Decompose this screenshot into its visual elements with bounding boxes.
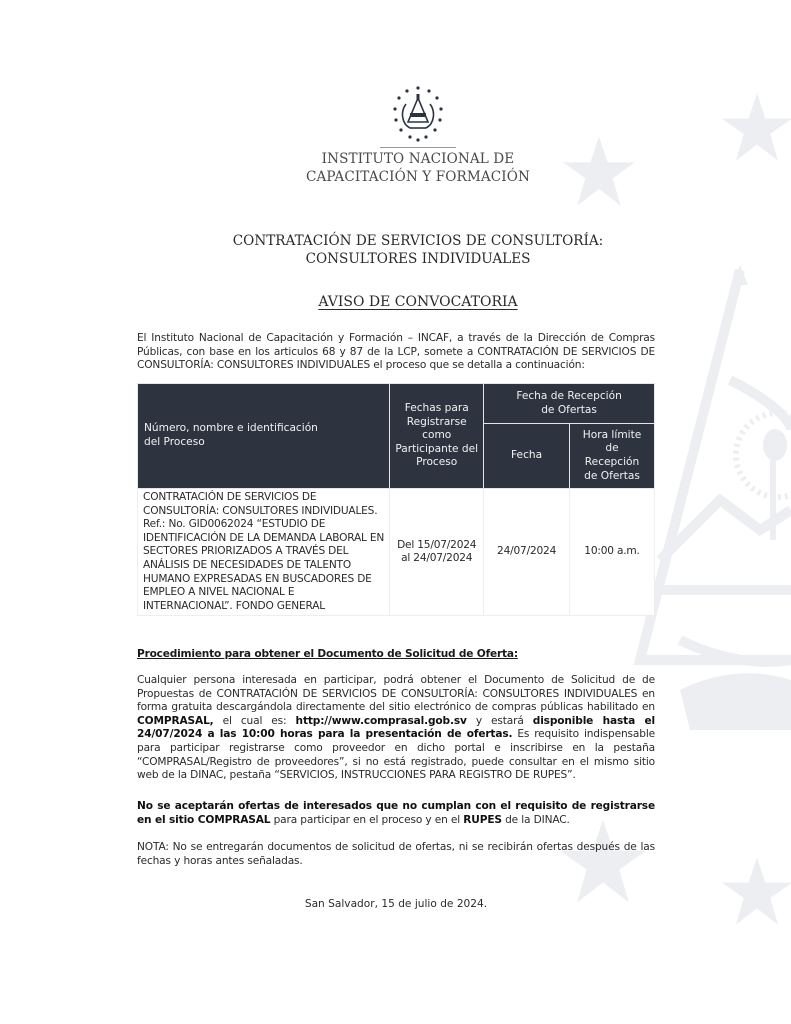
availability-deadline: disponible hasta el 24/07/2024 a las 10:00 horas para la presentación de ofertas. [137,714,655,741]
table-header-row [138,384,655,424]
header-divider [380,147,456,148]
procedure-text: Es requisito indispensable para participar registrarse como proveedor en dicho portal e inscribirse en la pestaña “COMPRASAL/Registro de proveedores”, si no está registrado, puede consultar en el mismo sitio web de la DINAC, pestaña “SERVICIOS, INSTRUCCIONES PARA REGISTRO DE RUPES”. [137,728,655,782]
warning-text: de la DINAC. [501,813,570,826]
procedure-heading: Procedimiento para obtener el Documento de Solicitud de Oferta: [137,648,518,660]
document-title-line1: CONTRATACIÓN DE SERVICIOS DE CONSULTORÍA: [232,233,604,249]
header-reception-group: Fecha de Recepción de Ofertas [484,384,655,424]
rupes-label: RUPES [463,813,502,826]
cell-time: 10:00 a.m. [570,489,655,616]
watermark-star-icon [722,92,791,162]
warning-text: para participar en el proceso y en el [270,813,464,826]
institution-name-line1: INSTITUTO NACIONAL DE [321,151,515,167]
procedure-text: Cualquier persona interesada en participar, podrá obtener el Documento de Solicitud de de Propuestas de CONTRATACIÓN DE SERVICIOS DE CONSULTORÍA: CONSULTORES INDIVIDUALES en forma gratuita descargándola directamente del sitio electrónico de compras públicas habilitado en [137,674,655,714]
header-registration-dates: Fechas para Registrarse como Participante del Proceso [390,384,484,489]
warning-paragraph [137,800,655,827]
intro-paragraph: El Instituto Nacional de Capacitación y Formación – INCAF, a través de la Dirección de Compras Públicas, con base en los articulos 68 y 87 de la LCP, somete a CONTRATACIÓN DE SERVICIOS DE CONSULTORÍA: CONSULTORES INDIVIDUALES el proceso que se detalla a continuación: [137,332,655,372]
cell-registration-dates: Del 15/07/2024 al 24/07/2024 [390,489,484,616]
document-title [190,232,646,268]
table-row [138,489,655,616]
el-salvador-coat-of-arms-icon [380,84,456,150]
header-time-limit: Hora límite de Recepción de Ofertas [570,424,655,489]
document-subtitle: AVISO DE CONVOCATORIA [318,294,518,310]
institution-name-line2: CAPACITACIÓN Y FORMACIÓN [305,169,531,185]
document-title-line2: CONSULTORES INDIVIDUALES [305,251,531,267]
comprasal-label: COMPRASAL, [137,714,214,727]
note-paragraph: NOTA: No se entregarán documentos de solicitud de ofertas, ni se recibirán ofertas después de las fechas y horas antes señaladas. [137,841,655,867]
cell-date: 24/07/2024 [484,489,570,616]
watermark-star-icon [722,856,791,926]
process-table [137,383,655,616]
warning-bold-text: No se aceptarán ofertas de interesados que no cumplan con el requisito de registrarse en el sitio COMPRASAL [137,800,655,826]
place-and-date: San Salvador, 15 de julio de 2024. [304,898,488,910]
procedure-text: y estará [466,714,533,727]
header-date: Fecha [484,424,570,489]
comprasal-link[interactable]: http://www.comprasal.gob.sv [295,714,467,727]
header-process: Número, nombre e identificación del Proceso [138,384,390,489]
institution-name [240,150,596,186]
procedure-text: el cual es: [213,714,296,727]
cell-process: CONTRATACIÓN DE SERVICIOS DE CONSULTORÍA: CONSULTORES INDIVIDUALES. Ref.: No. GID0062024 “ESTUDIO DE IDENTIFICACIÓN DE LA DEMANDA LABORAL EN SECTORES PRIORIZADOS A TRAVÉS DEL ANÁLISIS DE NECESIDADES DE TALENTO HUMANO EXPRESADAS EN BUSCADORES DE EMPLEO A NIVEL NACIONAL E INTERNACIONAL”. FONDO GENERAL [138,489,390,616]
procedure-paragraph [137,674,655,783]
